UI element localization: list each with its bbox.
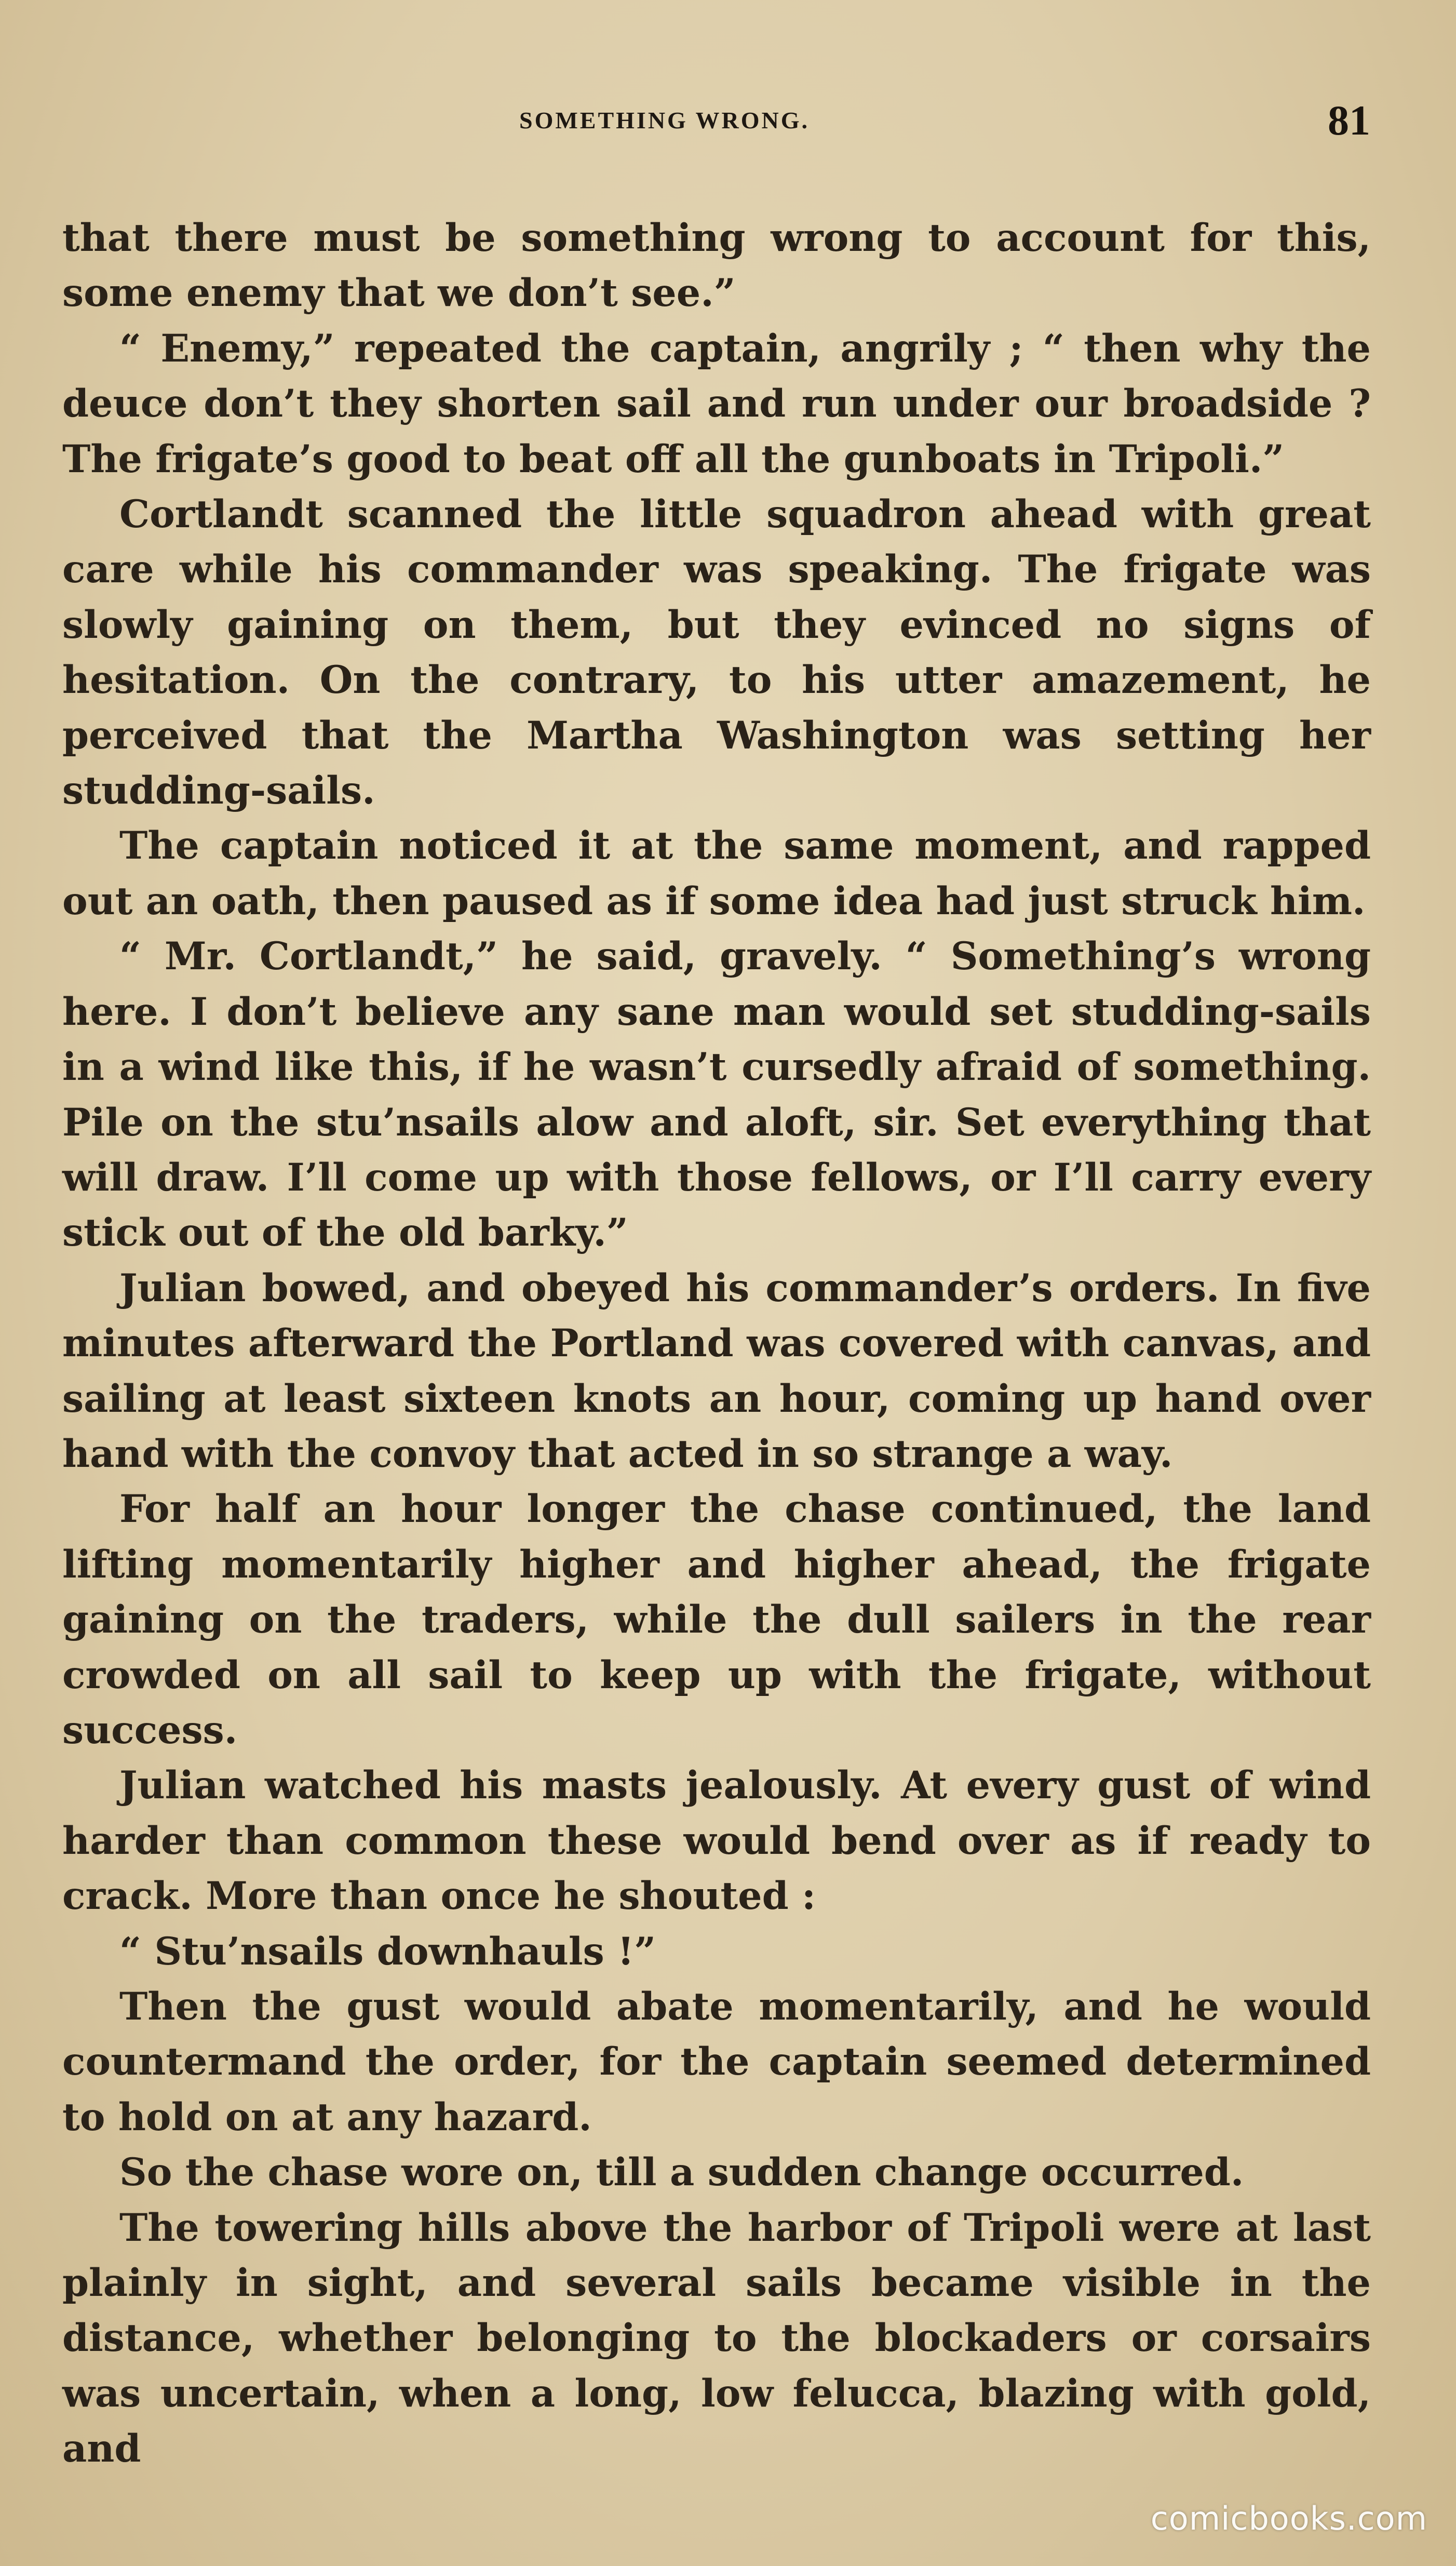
paragraph: The towering hills above the harbor of Tripoli were at last plainly in sight, and several sails became visible in the distance, whether belonging to the blockaders or corsairs was uncertain, when a long, low felucca, blazing with gold, and <box>62 2205 1371 2471</box>
paragraph: Cortlandt scanned the little squadron ahead with great care while his commander was speaking. The frigate was slowly gaining on them, but they evinced no signs of hesitation. On the contrary, to his utter amazement, he perceived that the Martha Washington was setting her studding-sails. <box>62 492 1371 813</box>
paragraph: Then the gust would abate momentarily, and he would countermand the order, for the captain seemed determined to hold on at any hazard. <box>62 1984 1371 2140</box>
paragraph: that there must be something wrong to account for this, some enemy that we don’t see.” <box>62 216 1371 316</box>
paragraph: “ Mr. Cortlandt,” he said, gravely. “ Something’s wrong here. I don’t believe any sane man would set studding-sails in a wind like this, if he wasn’t cursedly afraid of something. Pile on the stu’nsails alow and aloft, sir. Set everything that will draw. I’ll come up with those fellows, or I’ll carry every stick out of the old barky.” <box>62 934 1371 1255</box>
paragraph: “ Enemy,” repeated the captain, angrily ; “ then why the deuce don’t they shorten sail and run under our broadside ? The frigate’s good to beat off all the gunboats in Tripoli.” <box>62 326 1371 482</box>
paragraph: For half an hour longer the chase continued, the land lifting momentarily higher and higher ahead, the frigate gaining on the traders, while the dull sailers in the rear crowded on all sail to keep up with the frigate, without success. <box>62 1487 1371 1753</box>
paragraph: “ Stu’nsails downhauls !” <box>119 1929 656 1974</box>
paragraph: Julian watched his masts jealously. At every gust of wind harder than common these would bend over as if ready to crack. More than once he shouted : <box>62 1763 1371 1919</box>
body-text <box>62 210 1371 2477</box>
paragraph: The captain noticed it at the same moment, and rapped out an oath, then paused as if some idea had just struck him. <box>62 823 1371 924</box>
paragraph: So the chase wore on, till a sudden change occurred. <box>119 2150 1244 2195</box>
page-number: 81 <box>1328 97 1370 144</box>
running-head: SOMETHING WRONG. <box>519 107 810 133</box>
paragraph: Julian bowed, and obeyed his commander’s orders. In five minutes afterward the Portland was covered with canvas, and sailing at least sixteen knots an hour, coming up hand over hand with the convoy that acted in so strange a way. <box>62 1265 1371 1476</box>
watermark: comicbooks.com <box>1150 2500 1427 2537</box>
